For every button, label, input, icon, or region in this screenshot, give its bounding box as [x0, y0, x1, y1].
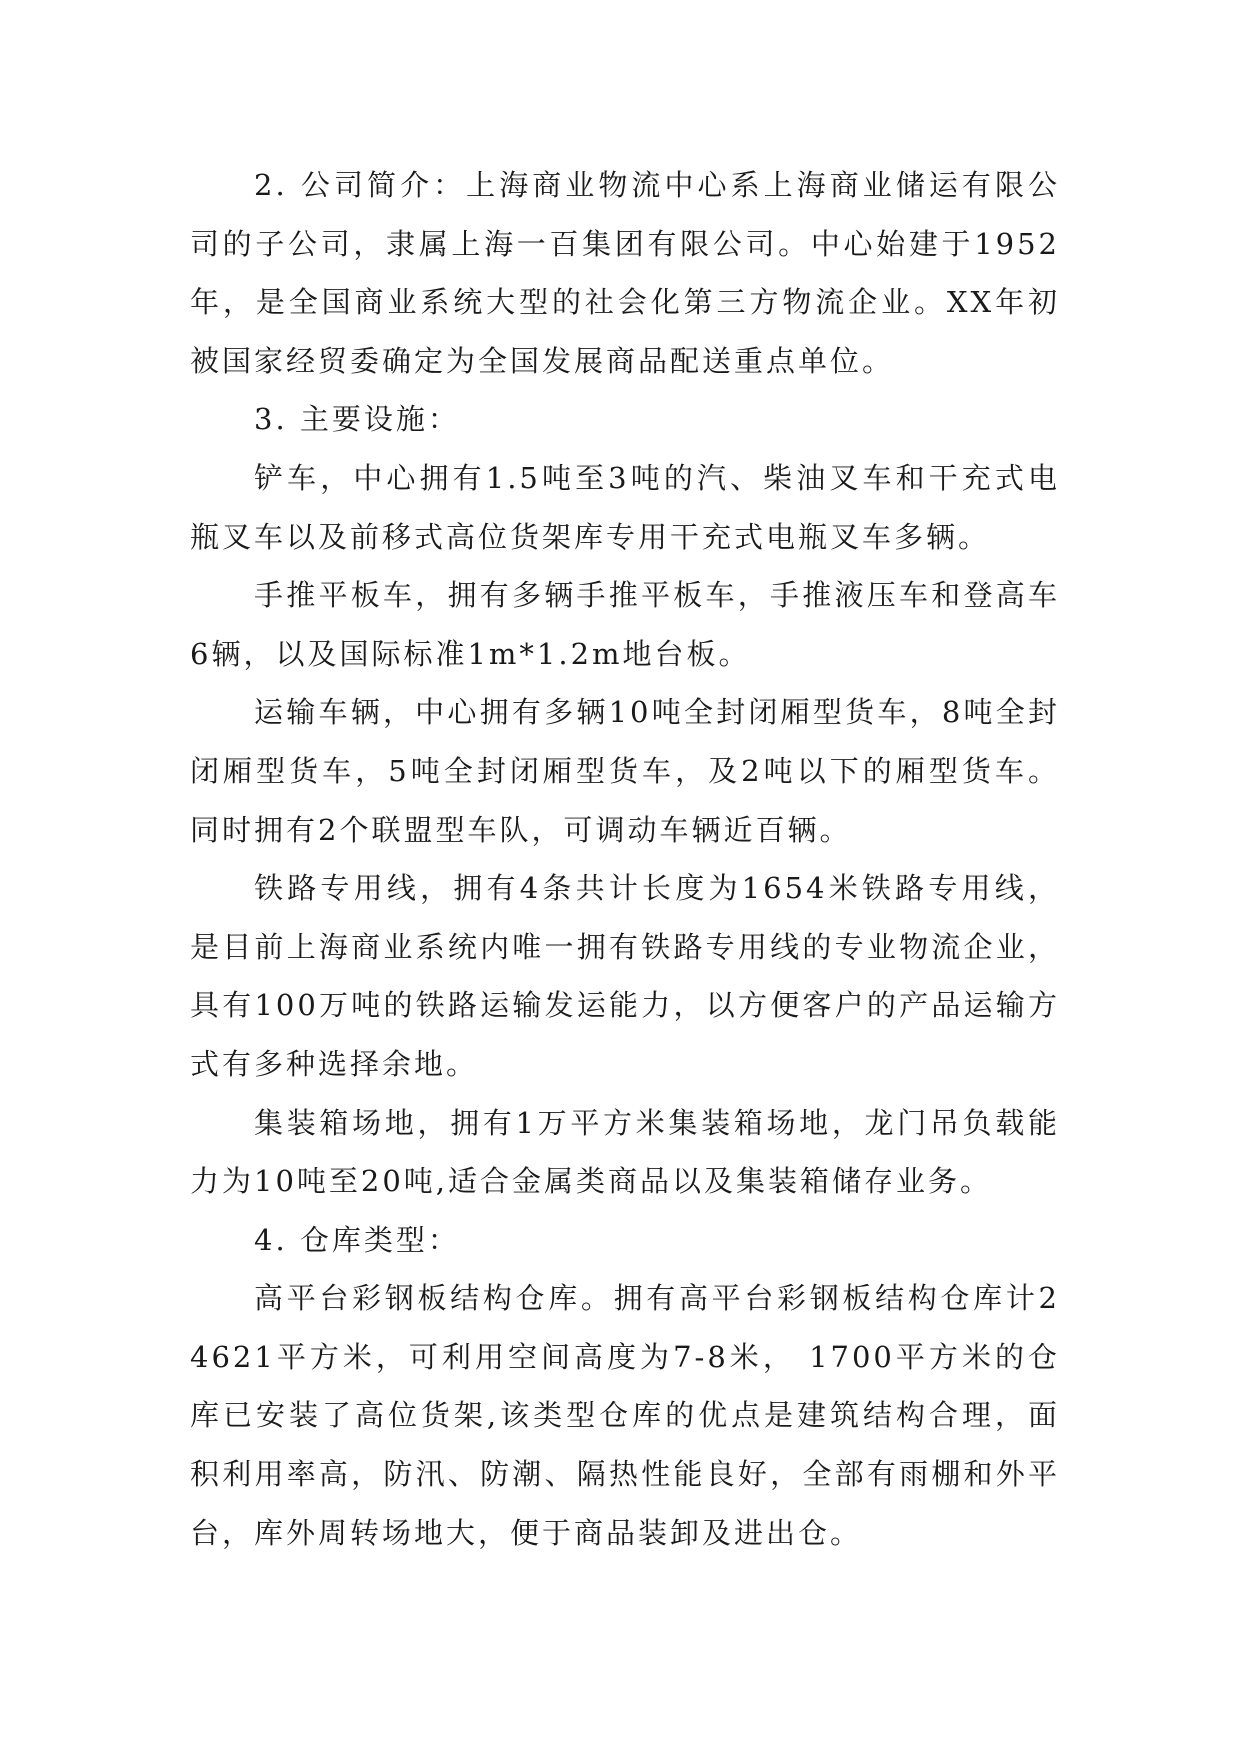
paragraph-forklifts: 铲车，中心拥有1.5吨至3吨的汽、柴油叉车和干充式电瓶叉车以及前移式高位货架库专用干充式电瓶叉车多辆。 [190, 460, 1060, 554]
paragraph-steel-warehouse: 高平台彩钢板结构仓库。拥有高平台彩钢板结构仓库计24621平方米，可利用空间高度为7-8米， 1700平方米的仓库已安装了高位货架,该类型仓库的优点是建筑结构合理，面积利用率高，防汛、防潮、隔热性能良好，全部有雨棚和外平台，库外周转场地大，便于商品装卸及进出仓。 [190, 1281, 1060, 1550]
document-body [190, 156, 1060, 1562]
heading-warehouse-types: 4. 仓库类型： [254, 1222, 460, 1257]
heading-main-facilities: 3. 主要设施： [254, 402, 460, 437]
paragraph-company-intro: 2. 公司简介：上海商业物流中心系上海商业储运有限公司的子公司，隶属上海一百集团有限公司。中心始建于1952年，是全国商业系统大型的社会化第三方物流企业。XX年初被国家经贸委确定为全国发展商品配送重点单位。 [190, 168, 1060, 378]
paragraph-hand-carts: 手推平板车，拥有多辆手推平板车，手推液压车和登高车6辆，以及国际标准1m*1.2m地台板。 [190, 578, 1060, 671]
paragraph-transport-vehicles: 运输车辆，中心拥有多辆10吨全封闭厢型货车，8吨全封闭厢型货车，5吨全封闭厢型货车，及2吨以下的厢型货车。同时拥有2个联盟型车队，可调动车辆近百辆。 [190, 695, 1060, 847]
paragraph-container-yard: 集装箱场地，拥有1万平方米集装箱场地，龙门吊负载能力为10吨至20吨,适合金属类商品以及集装箱储存业务。 [190, 1105, 1060, 1199]
paragraph-railway-line: 铁路专用线，拥有4条共计长度为1654米铁路专用线，是目前上海商业系统内唯一拥有铁路专用线的专业物流企业，具有100万吨的铁路运输发运能力，以方便客户的产品运输方式有多种选择余地。 [190, 871, 1060, 1081]
